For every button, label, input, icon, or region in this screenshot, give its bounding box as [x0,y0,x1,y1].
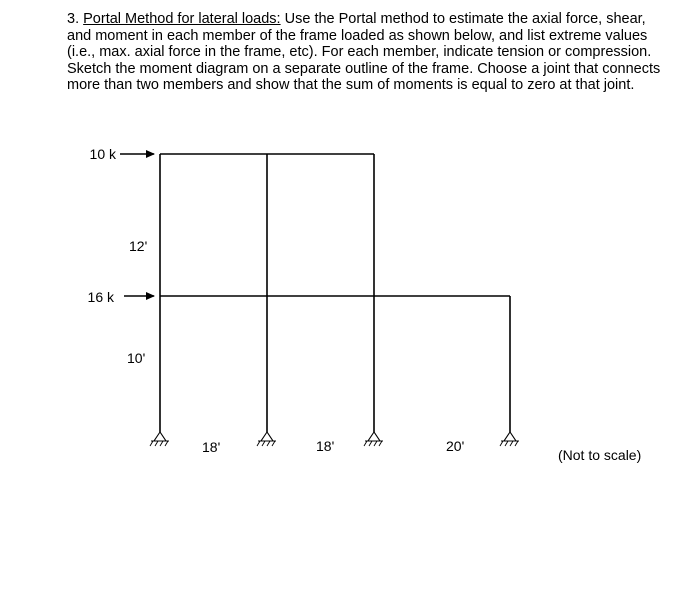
story-height-lower: 10' [127,350,146,366]
bay-width-2: 18' [316,438,335,454]
pin-support-d [500,432,519,446]
story-height-upper: 12' [129,238,148,254]
frame-members [160,154,510,432]
problem-heading: Portal Method for lateral loads: [83,11,281,27]
scale-note: (Not to scale) [558,447,642,463]
pin-support-a [150,432,169,446]
load-label-middle: 16 k [87,289,114,305]
pin-support-c [364,432,383,446]
bay-width-1: 18' [202,439,221,455]
problem-text: Use the Portal method to estimate the axial force, shear, and moment in each member of the frame loaded as shown below, and list extreme values (i.e., max. axial force in the frame, etc). For each member, indicate tension or compression. Sketch the moment diagram on a separate outline of the frame. Choose a joint that connects more than two members and show that the sum of moments is equal to zero at that joint. [67,11,661,93]
problem-number: 3. [67,11,80,27]
pin-support-b [257,432,276,446]
load-label-top: 10 k [89,146,116,162]
bay-width-3: 20' [446,438,465,454]
